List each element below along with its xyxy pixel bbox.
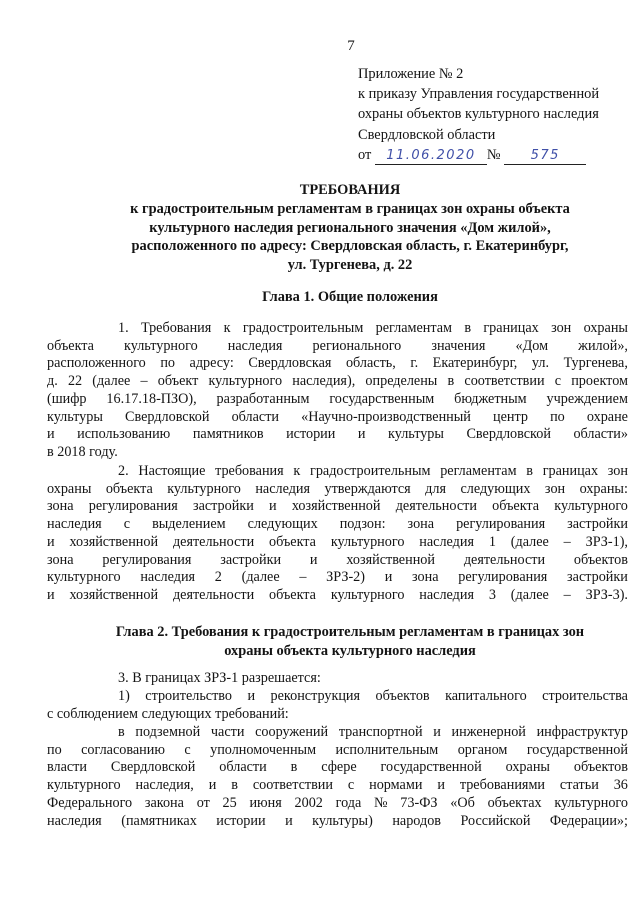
date-prefix: от — [358, 146, 372, 163]
text-line: (шифр 16.17.18-ПЗО), разработанным государственным бюджетным учреждением — [47, 390, 628, 407]
text-line: и хозяйственной деятельности объекта культурного наследия 3 (далее – ЗРЗ-3). — [47, 586, 628, 603]
text-line: в подземной части сооружений транспортной и инженерной инфраструктур — [118, 724, 628, 740]
chapter-2-heading — [60, 623, 640, 660]
handwritten-order-number: 575 — [504, 148, 586, 165]
text-line: 1. Требования к градостроительным регламентам в границах зон охраны — [118, 320, 628, 336]
item-3-1 — [47, 688, 628, 723]
appendix-line: к приказу Управления государственной — [358, 86, 600, 103]
appendix-block — [358, 64, 628, 165]
heading-line: Глава 2. Требования к градостроительным регламентам в границах зон — [115, 624, 585, 640]
text-line: и использованию памятников истории и культуры Свердловской области» — [47, 426, 628, 443]
text-line: власти Свердловской области в сфере государственной охраны объектов — [47, 759, 628, 776]
paragraph-1 — [47, 320, 628, 462]
title-line: расположенного по адресу: Свердловская область, г. Екатеринбург, — [131, 238, 569, 255]
number-sign: № — [486, 146, 501, 163]
text-line: 3. В границах ЗРЗ-1 разрешается: — [118, 670, 321, 686]
text-line: и хозяйственной деятельности объекта культурного наследия 1 (далее – ЗРЗ-1), — [47, 533, 628, 550]
heading-line: охраны объекта культурного наследия — [224, 642, 476, 659]
handwritten-date: 11.06.2020 — [375, 148, 487, 165]
item-3 — [106, 670, 628, 688]
text-line: 1) строительство и реконструкция объектов капитального строительства — [118, 688, 628, 704]
text-line: расположенного по адресу: Свердловская область, г. Екатеринбург, ул. Тургенева, — [47, 355, 628, 372]
text-line: наследия (памятниках истории и культуры) народов Российской Федерации»; — [47, 812, 628, 829]
appendix-line: Свердловской области — [358, 126, 496, 143]
title-line: ул. Тургенева, д. 22 — [287, 257, 413, 274]
paragraph-2 — [47, 463, 628, 605]
text-line: с соблюдением следующих требований: — [47, 705, 289, 722]
order-date-line — [358, 145, 628, 165]
text-line: объекта культурного наследия регионального значения «Дом жилой», — [47, 337, 628, 354]
text-line: наследия с выделением следующих подзон: зона регулирования застройки — [47, 516, 628, 533]
text-line: 2. Настоящие требования к градостроительным регламентам в границах зон — [118, 463, 628, 479]
text-line: зона регулирования застройки и хозяйственной деятельности объекта культурного — [47, 498, 628, 515]
title-line: ТРЕБОВАНИЯ — [299, 182, 401, 198]
text-line: охраны объекта культурного наследия утверждаются для следующих зон охраны: — [47, 480, 628, 497]
text-line: культурного наследия 2 (далее – ЗРЗ-2) и зона регулирования застройки — [47, 569, 628, 586]
text-line: в 2018 году. — [47, 443, 118, 460]
title-line: культурного наследия регионального значения «Дом жилой», — [149, 219, 551, 236]
text-line: культуры Свердловской области «Научно-производственный центр по охране — [47, 408, 628, 425]
text-line: по согласованию с уполномоченным исполнительным органом государственной — [47, 741, 628, 758]
text-line: Федерального закона от 25 июня 2002 года № 73-ФЗ «Об объектах культурного — [47, 794, 628, 811]
title-line: к градостроительным регламентам в границах зон охраны объекта — [130, 200, 570, 217]
appendix-line: охраны объектов культурного наследия — [358, 106, 599, 123]
text-line: культурного наследия, и в соответствии с нормами и требованиями статьи 36 — [47, 777, 628, 794]
item-3-1-sub — [47, 724, 628, 830]
page-number: 7 — [347, 38, 355, 54]
document-title — [60, 181, 640, 275]
text-line: д. 22 (далее – объект культурного наследия), определены в соответствии с проектом — [47, 373, 628, 390]
chapter-1-heading: Глава 1. Общие положения — [262, 289, 438, 305]
appendix-line: Приложение № 2 — [358, 66, 464, 82]
text-line: зона регулирования застройки и хозяйственной деятельности объектов — [47, 551, 628, 568]
